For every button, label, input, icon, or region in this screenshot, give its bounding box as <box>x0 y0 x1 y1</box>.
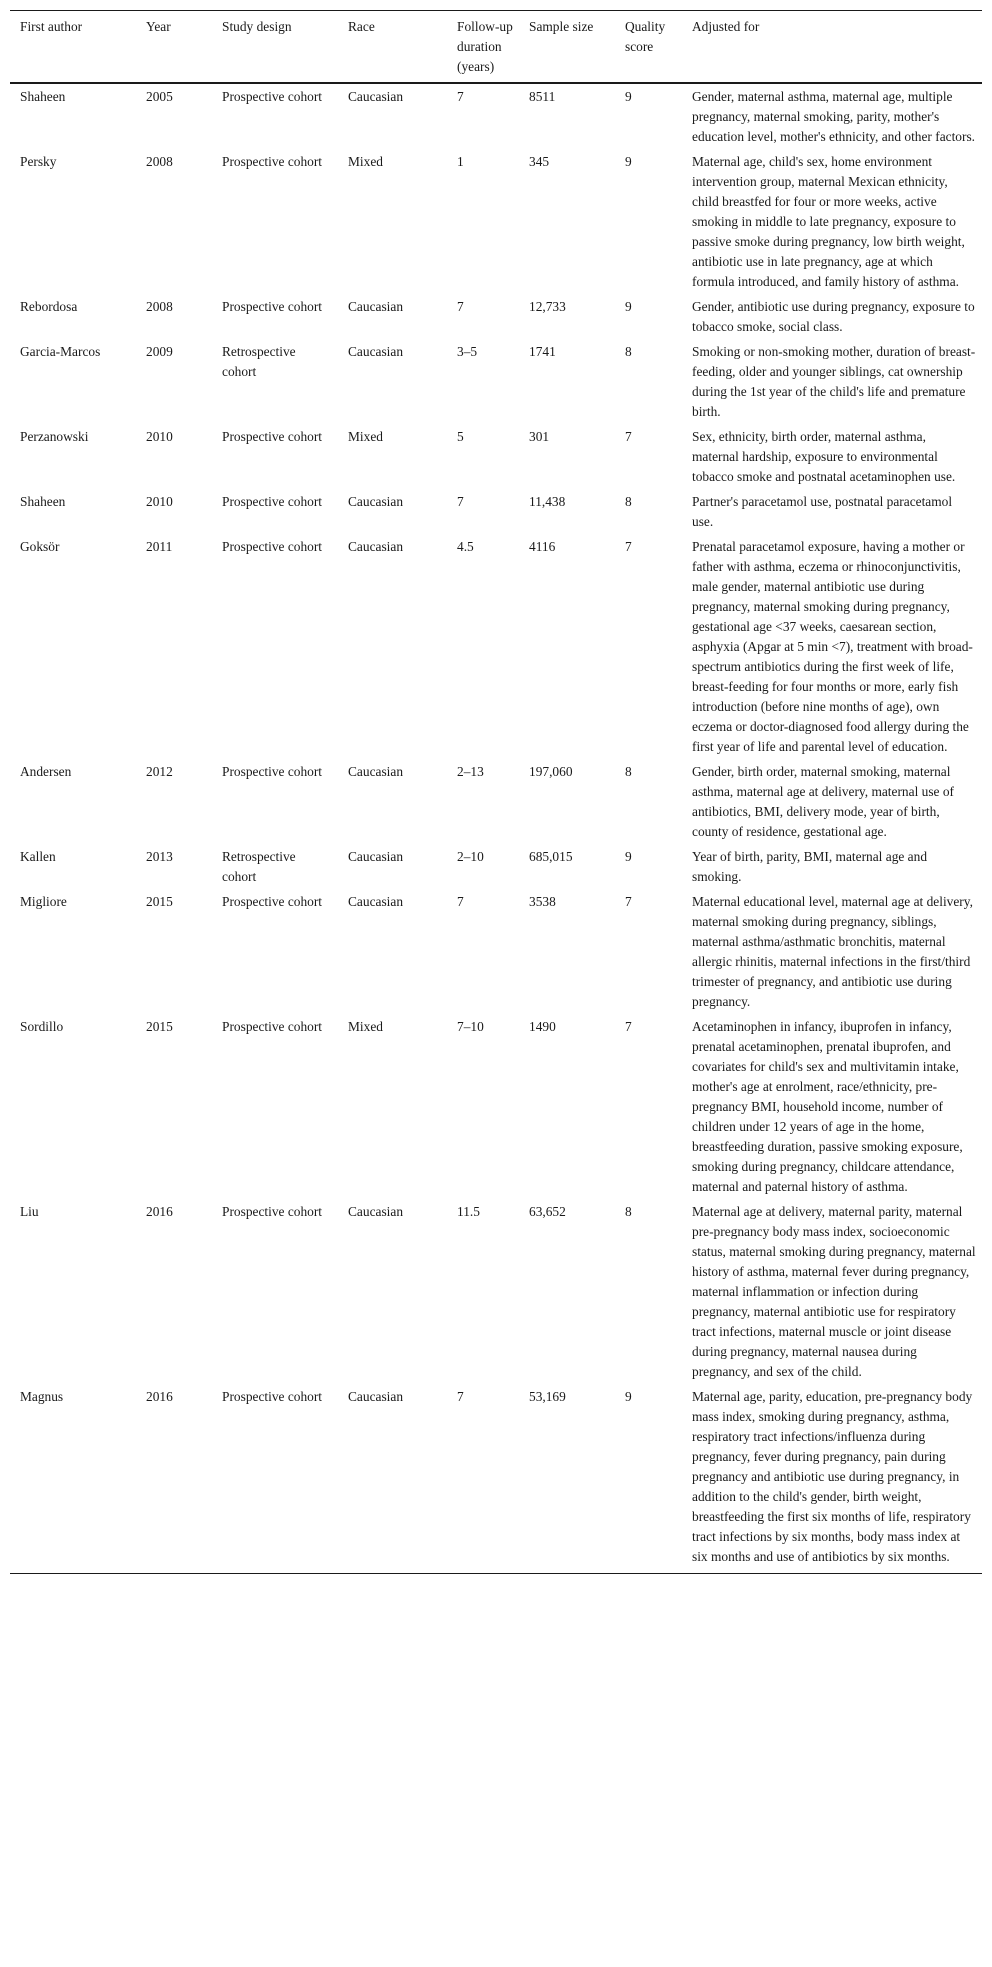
cell-follow-up: 2–10 <box>457 849 484 864</box>
cell-race: Caucasian <box>348 344 404 359</box>
table-row <box>10 1014 982 1199</box>
cell-first-author: Goksör <box>20 539 60 554</box>
cell-race: Mixed <box>348 429 383 444</box>
cell-race: Caucasian <box>348 764 404 779</box>
cell-follow-up: 4.5 <box>457 539 474 554</box>
cell-adjusted-for: Gender, maternal asthma, maternal age, multiple pregnancy, maternal smoking, parity, mother's education level, mother's ethnicity, and other factors. <box>692 89 976 144</box>
cell-follow-up: 5 <box>457 429 464 444</box>
cell-follow-up: 2–13 <box>457 764 484 779</box>
cell-adjusted-for: Maternal age, child's sex, home environment intervention group, maternal Mexican ethnicity, child breastfed for four or more weeks, active smoking in middle to late pregnancy, exposure to passive smoke during pregnancy, low birth weight, antibiotic use in late pregnancy, age at which formula introduced, and family history of asthma. <box>692 154 965 289</box>
cell-quality-score: 9 <box>625 89 632 104</box>
cell-adjusted-for: Acetaminophen in infancy, ibuprofen in infancy, prenatal acetaminophen, prenatal ibuprofen, and covariates for child's sex and multivitamin intake, mother's age at enrolment, race/ethnicity, pre-pregnancy BMI, household income, number of children under 12 years of age in the home, breastfeeding duration, passive smoking exposure, smoking during pregnancy, childcare attendance, maternal and paternal history of asthma. <box>692 1019 963 1194</box>
cell-follow-up: 7 <box>457 89 464 104</box>
table-body <box>10 83 982 1574</box>
table-row <box>10 1384 982 1574</box>
cell-study-design: Prospective cohort <box>222 494 323 509</box>
header-adjusted-for: Adjusted for <box>682 11 982 84</box>
cell-sample-size: 12,733 <box>529 299 566 314</box>
table-row <box>10 759 982 844</box>
cell-year: 2016 <box>136 1384 212 1574</box>
cell-sample-size: 685,015 <box>529 849 573 864</box>
cell-sample-size: 345 <box>529 154 550 169</box>
cell-adjusted-for: Sex, ethnicity, birth order, maternal asthma, maternal hardship, exposure to environmental tobacco smoke and postnatal acetaminophen use. <box>692 429 956 484</box>
cell-quality-score: 8 <box>625 1204 632 1219</box>
cell-race: Caucasian <box>348 894 404 909</box>
cell-follow-up: 11.5 <box>457 1204 480 1219</box>
cell-year: 2012 <box>146 764 173 779</box>
header-sample-size: Sample size <box>519 11 615 84</box>
cell-sample-size: 8511 <box>529 89 556 104</box>
cell-adjusted-for: Smoking or non-smoking mother, duration of breast-feeding, older and younger siblings, cat ownership during the 1st year of the child's life and premature birth. <box>692 344 976 419</box>
table-row <box>10 339 982 424</box>
cell-adjusted-for: Partner's paracetamol use, postnatal paracetamol use. <box>692 494 953 529</box>
table-row <box>10 149 982 294</box>
table-row <box>10 83 982 149</box>
cell-first-author: Garcia-Marcos <box>20 344 101 359</box>
table-row <box>10 424 982 489</box>
cell-race: Mixed <box>348 154 383 169</box>
cell-race: Caucasian <box>348 849 404 864</box>
cell-sample-size: 3538 <box>529 894 556 909</box>
cell-sample-size: 301 <box>529 429 550 444</box>
header-row <box>10 11 982 84</box>
header-quality-score: Quality score <box>615 11 682 84</box>
cell-first-author: Sordillo <box>20 1019 64 1034</box>
cell-year: 2005 <box>146 89 173 104</box>
cell-year: 2015 <box>146 894 173 909</box>
study-characteristics-table <box>10 10 982 1574</box>
cell-year: 2008 <box>146 299 173 314</box>
cell-study-design: Prospective cohort <box>222 539 323 554</box>
cell-study-design: Prospective cohort <box>222 299 323 314</box>
cell-quality-score: 9 <box>625 299 632 314</box>
cell-sample-size: 1741 <box>529 344 556 359</box>
cell-quality-score: 8 <box>625 494 632 509</box>
cell-first-author: Liu <box>20 1204 39 1219</box>
cell-adjusted-for: Gender, birth order, maternal smoking, maternal asthma, maternal age at delivery, maternal use of antibiotics, BMI, delivery mode, year of birth, county of residence, gestational age. <box>692 764 954 839</box>
cell-study-design: Retrospective cohort <box>222 344 296 379</box>
cell-year: 2013 <box>146 849 173 864</box>
cell-sample-size: 197,060 <box>529 764 573 779</box>
cell-quality-score: 9 <box>625 849 632 864</box>
cell-study-design: Retrospective cohort <box>222 849 296 884</box>
cell-race: Caucasian <box>348 89 404 104</box>
cell-adjusted-for: Maternal age at delivery, maternal parity, maternal pre-pregnancy body mass index, socioeconomic status, maternal smoking during pregnancy, maternal history of asthma, maternal fever during pregnancy, maternal inflammation or infection during pregnancy, maternal antibiotic use for respiratory tract infections, maternal muscle or joint disease during pregnancy, maternal nausea during pregnancy, and sex of the child. <box>692 1204 976 1379</box>
cell-study-design: Prospective cohort <box>222 89 323 104</box>
cell-first-author: Kallen <box>20 849 56 864</box>
cell-study-design: Prospective cohort <box>222 894 323 909</box>
cell-follow-up: 7 <box>457 894 464 909</box>
cell-study-design: Prospective cohort <box>222 154 323 169</box>
cell-study-design: Prospective cohort <box>212 1384 338 1574</box>
cell-quality-score: 9 <box>625 154 632 169</box>
header-year: Year <box>136 11 212 84</box>
cell-first-author: Rebordosa <box>20 299 78 314</box>
cell-year: 2010 <box>146 494 173 509</box>
header-follow-up: Follow-up duration (years) <box>447 11 519 84</box>
cell-adjusted-for: Gender, antibiotic use during pregnancy, exposure to tobacco smoke, social class. <box>692 299 975 334</box>
cell-race: Caucasian <box>348 494 404 509</box>
cell-quality-score: 7 <box>625 429 632 444</box>
cell-first-author: Shaheen <box>20 494 66 509</box>
cell-study-design: Prospective cohort <box>222 1019 323 1034</box>
cell-race: Caucasian <box>348 1204 404 1219</box>
cell-year: 2015 <box>146 1019 173 1034</box>
table-row <box>10 534 982 759</box>
table-row <box>10 489 982 534</box>
table-row <box>10 889 982 1014</box>
cell-follow-up: 7 <box>447 1384 519 1574</box>
cell-adjusted-for: Maternal age, parity, education, pre-pregnancy body mass index, smoking during pregnancy, asthma, respiratory tract infections/influenza during pregnancy, fever during pregnancy, pain during pregnancy and antibiotic use during pregnancy, in addition to the child's gender, birth weight, breastfeeding the first six months of life, respiratory tract infections by six months, body mass index at six months and use of antibiotics by six months. <box>682 1384 982 1574</box>
cell-follow-up: 3–5 <box>457 344 478 359</box>
cell-year: 2010 <box>146 429 173 444</box>
table-row <box>10 294 982 339</box>
cell-quality-score: 7 <box>625 1019 632 1034</box>
cell-adjusted-for: Maternal educational level, maternal age at delivery, maternal smoking during pregnancy, siblings, maternal asthma/asthmatic bronchitis, maternal allergic rhinitis, maternal infections in the first/third trimester of pregnancy, and antibiotic use during pregnancy. <box>692 894 973 1009</box>
cell-quality-score: 7 <box>625 539 632 554</box>
cell-first-author: Andersen <box>20 764 72 779</box>
cell-quality-score: 9 <box>615 1384 682 1574</box>
cell-first-author: Perzanowski <box>20 429 89 444</box>
table-row <box>10 844 982 889</box>
cell-sample-size: 4116 <box>529 539 556 554</box>
cell-quality-score: 8 <box>625 764 632 779</box>
cell-first-author: Magnus <box>10 1384 136 1574</box>
cell-adjusted-for: Prenatal paracetamol exposure, having a mother or father with asthma, eczema or rhinoconjunctivitis, male gender, maternal antibiotic use during pregnancy, maternal smoking during pregnancy, gestational age <37 weeks, caesarean section, asphyxia (Apgar at 5 min <7), treatment with broad-spectrum antibiotics during the first week of life, breast-feeding for four months or more, early fish introduction (before nine months of age), own eczema or doctor-diagnosed food allergy during the first year of life and parental level of education. <box>692 539 973 754</box>
cell-race: Caucasian <box>338 1384 447 1574</box>
cell-follow-up: 7 <box>457 299 464 314</box>
cell-follow-up: 7 <box>457 494 464 509</box>
cell-race: Caucasian <box>348 539 404 554</box>
cell-study-design: Prospective cohort <box>222 429 323 444</box>
cell-race: Caucasian <box>348 299 404 314</box>
cell-quality-score: 8 <box>625 344 632 359</box>
cell-sample-size: 63,652 <box>529 1204 566 1219</box>
cell-year: 2009 <box>146 344 173 359</box>
cell-adjusted-for: Year of birth, parity, BMI, maternal age and smoking. <box>692 849 928 884</box>
cell-sample-size: 53,169 <box>519 1384 615 1574</box>
cell-race: Mixed <box>348 1019 383 1034</box>
header-study-design: Study design <box>212 11 338 84</box>
cell-sample-size: 1490 <box>529 1019 556 1034</box>
cell-year: 2016 <box>146 1204 173 1219</box>
cell-first-author: Shaheen <box>20 89 66 104</box>
cell-year: 2011 <box>146 539 173 554</box>
cell-first-author: Persky <box>20 154 57 169</box>
header-first-author: First author <box>10 11 136 84</box>
cell-study-design: Prospective cohort <box>222 1204 323 1219</box>
cell-year: 2008 <box>146 154 173 169</box>
header-race: Race <box>338 11 447 84</box>
cell-follow-up: 1 <box>457 154 464 169</box>
table-row <box>10 1199 982 1384</box>
cell-sample-size: 11,438 <box>529 494 566 509</box>
cell-follow-up: 7–10 <box>457 1019 484 1034</box>
cell-study-design: Prospective cohort <box>222 764 323 779</box>
cell-quality-score: 7 <box>625 894 632 909</box>
cell-first-author: Migliore <box>20 894 67 909</box>
